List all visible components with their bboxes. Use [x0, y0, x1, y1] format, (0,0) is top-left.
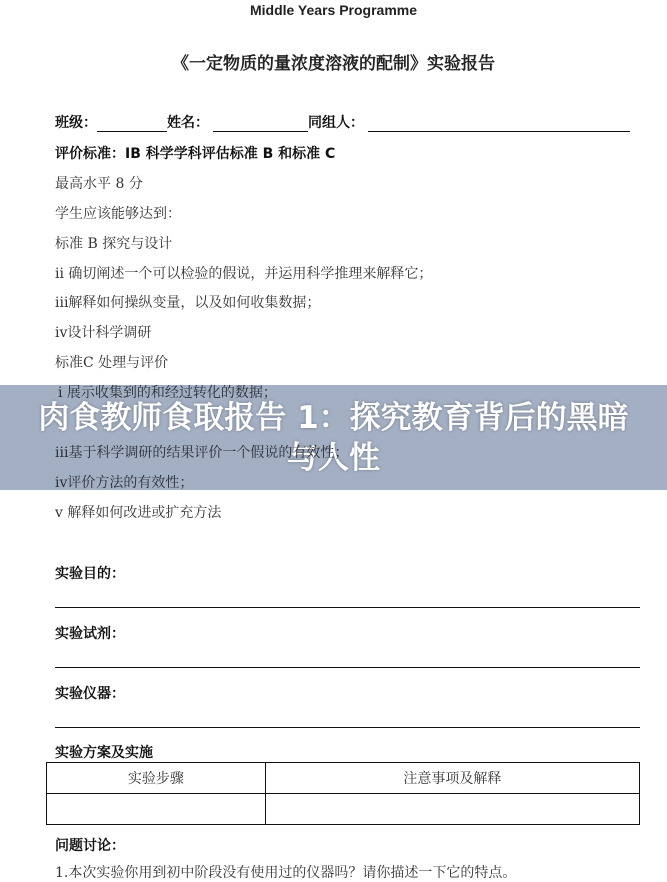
- class-field[interactable]: [97, 117, 167, 132]
- reagents-label: 实验试剂：: [55, 626, 125, 642]
- programme-header: Middle Years Programme: [249, 2, 418, 18]
- info-fields: [55, 112, 630, 132]
- report-title: 《一定物质的量浓度溶液的配制》实验报告: [172, 54, 495, 74]
- criteria: 评价标准：IB 科学学科评估标准 B 和标准 C: [55, 146, 336, 162]
- name-label: 姓名：: [167, 115, 209, 131]
- instruments-line[interactable]: [55, 727, 640, 728]
- instruments-label: 实验仪器：: [55, 686, 125, 702]
- table-header: 实验步骤: [47, 763, 266, 794]
- text-line: v 解释如何改进或扩充方法: [55, 505, 222, 521]
- plan-table: [46, 762, 640, 825]
- text-line: 标准C 处理与评价: [55, 355, 169, 371]
- text-line: iii解释如何操纵变量，以及如何收集数据；: [55, 295, 321, 311]
- name-field[interactable]: [213, 117, 308, 132]
- purpose-label: 实验目的：: [55, 566, 125, 582]
- text-line: 标准 B 探究与设计: [55, 236, 173, 252]
- plan-label: 实验方案及实施: [55, 745, 153, 761]
- discussion-title: 问题讨论：: [55, 838, 125, 854]
- table-header: 注意事项及解释: [265, 763, 639, 794]
- text-line: iv评价方法的有效性；: [55, 475, 194, 491]
- table-cell[interactable]: [265, 794, 639, 825]
- table-cell[interactable]: [47, 794, 266, 825]
- purpose-line[interactable]: [55, 607, 640, 608]
- text-line: ii 确切阐述一个可以检验的假说，并运用科学推理来解释它；: [55, 266, 433, 282]
- group-label: 同组人：: [308, 115, 364, 131]
- question-1: 1.本次实验你用到初中阶段没有使用过的仪器吗？请你描述一下它的特点。: [55, 865, 517, 881]
- class-label: 班级：: [55, 115, 97, 131]
- group-field[interactable]: [368, 117, 630, 132]
- banner-text: 肉食教师食取报告 1：探究教育背后的黑暗与人性: [38, 399, 629, 476]
- text-line: 学生应该能够达到：: [55, 206, 181, 222]
- text-line: i 展示收集到的和经过转化的数据；: [58, 385, 277, 401]
- text-line: iv设计科学调研: [55, 325, 152, 341]
- text-line: iii基于科学调研的结果评价一个假说的有效性；: [55, 445, 349, 461]
- text-line: 最高水平 8 分: [55, 176, 143, 192]
- reagents-line[interactable]: [55, 667, 640, 668]
